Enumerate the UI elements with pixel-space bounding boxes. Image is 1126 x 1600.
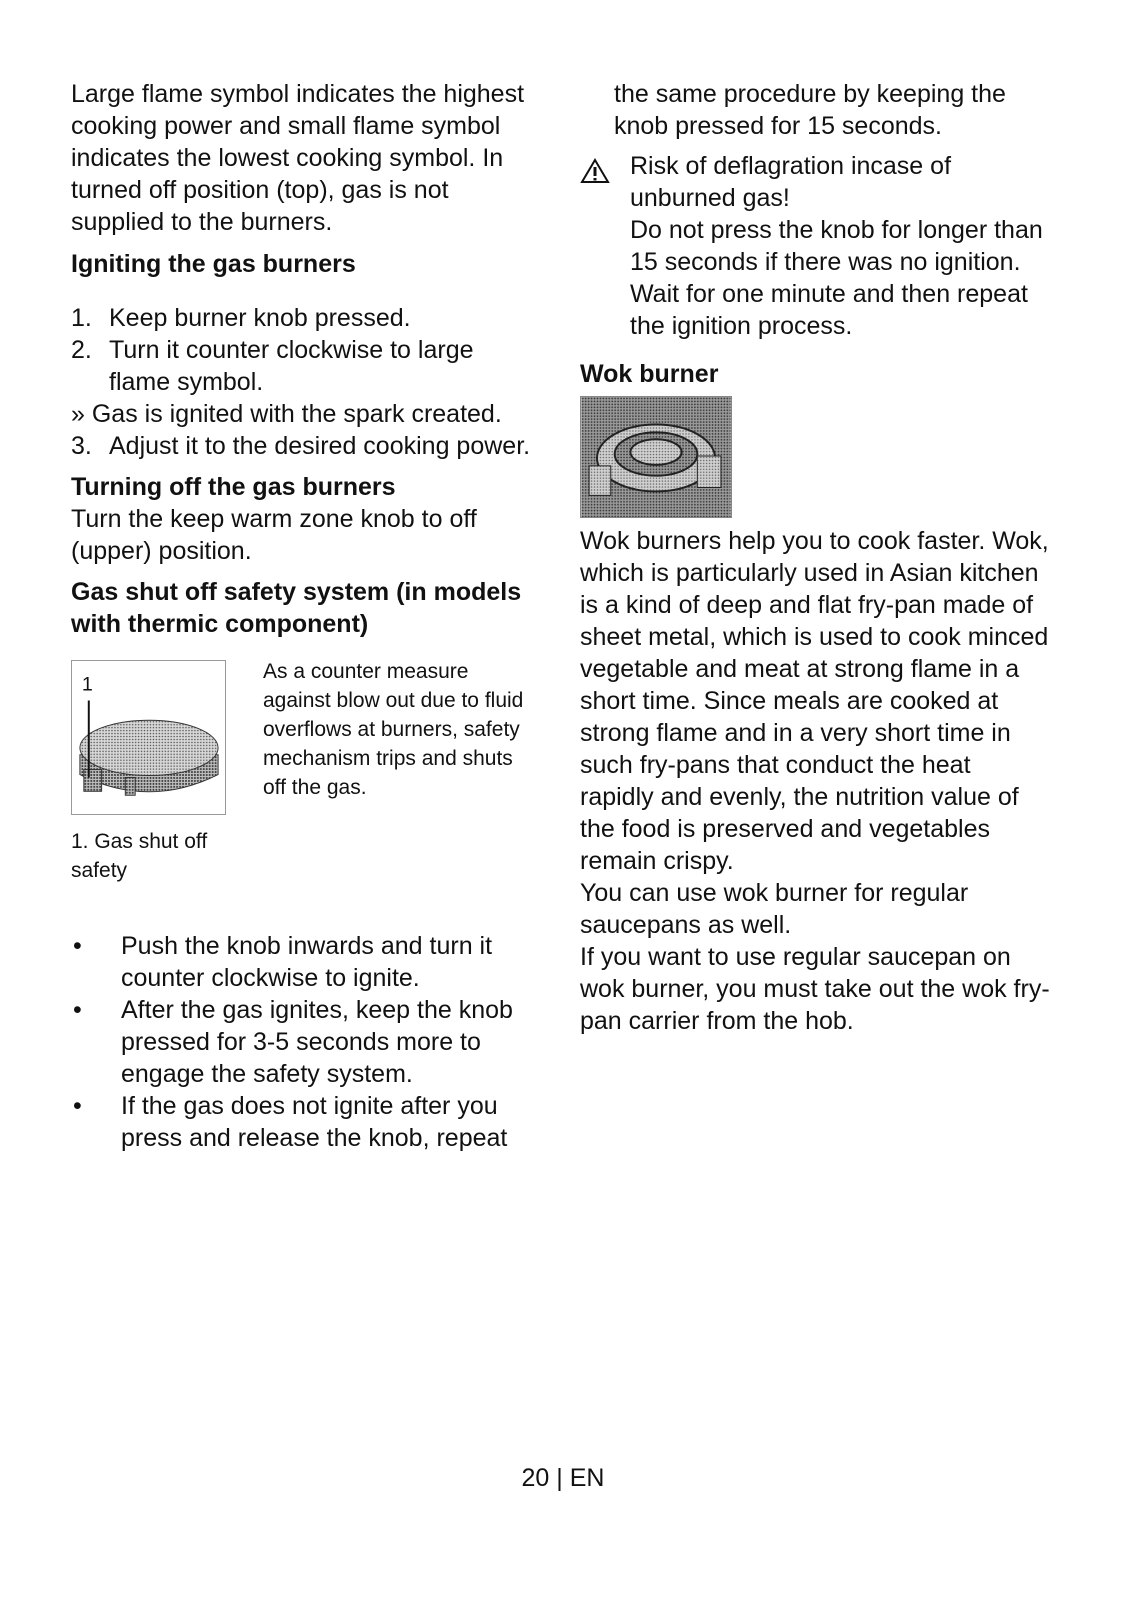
figure-label-1: 1	[81, 673, 93, 696]
figure-caption: 1. Gas shut off safety	[71, 830, 208, 882]
bullet-symbol: •	[73, 996, 82, 1024]
page-footer: 20 | EN	[521, 1464, 605, 1492]
igniting-result: » Gas is ignited with the spark created.	[71, 400, 502, 428]
list-item	[71, 994, 541, 1090]
warning-block	[580, 150, 1050, 342]
continuation-text: the same procedure by keeping the knob pressed for 15 seconds.	[614, 80, 1006, 140]
gas-burner-thermocouple-image	[71, 660, 226, 815]
list-item	[71, 334, 541, 398]
turning-off-text: Turn the keep warm zone knob to off (upper) position.	[71, 505, 477, 565]
step-number: 2.	[71, 336, 92, 364]
wok-paragraph: You can use wok burner for regular saucepans as well.	[580, 879, 969, 939]
wok-heading: Wok burner	[580, 360, 719, 388]
safety-figure	[71, 660, 226, 885]
safety-heading: Gas shut off safety system (in models with thermic component)	[71, 578, 522, 638]
step-text: Adjust it to the desired cooking power.	[109, 432, 531, 460]
wok-paragraph: Wok burners help you to cook faster. Wok, which is particularly used in Asian kitchen is a kind of deep and flat fry-pan made of sheet metal, which is used to cook minced vegetable and meat at strong flame in a short time. Since meals are cooked at strong flame and in a very short time in such fry-pans that conduct the heat rapidly and evenly, the nutrition value of the food is preserved and vegetables remain crispy.	[580, 527, 1049, 875]
warning-line: Do not press the knob for longer than 15 seconds if there was no ignition.	[630, 216, 1043, 276]
igniting-steps	[71, 302, 541, 398]
step-text: Keep burner knob pressed.	[109, 304, 411, 332]
warning-line: Wait for one minute and then repeat the ignition process.	[630, 280, 1028, 340]
wok-burner-image	[580, 396, 732, 518]
figure-description: As a counter measure against blow out due to fluid overflows at burners, safety mechanism trips and shuts off the gas.	[263, 660, 524, 799]
wok-paragraph: If you want to use regular saucepan on wok burner, you must take out the wok fry-pan carrier from the hob.	[580, 943, 1050, 1035]
bullet-text: Push the knob inwards and turn it counter clockwise to ignite.	[121, 932, 493, 992]
step-number: 1.	[71, 304, 92, 332]
intro-paragraph: Large flame symbol indicates the highest cooking power and small flame symbol indicates the lowest cooking symbol. In turned off position (top), gas is not supplied to the burners.	[71, 80, 525, 236]
list-item	[71, 430, 541, 462]
warning-text	[630, 150, 1050, 342]
warning-triangle-icon	[580, 158, 610, 184]
turning-off-heading: Turning off the gas burners	[71, 473, 396, 501]
list-item	[71, 1090, 541, 1154]
step-number: 3.	[71, 432, 92, 460]
warning-line: Risk of deflagration incase of unburned gas!	[630, 152, 952, 212]
right-column	[580, 78, 1050, 1037]
list-item	[71, 930, 541, 994]
safety-bullets	[71, 930, 541, 1154]
list-item	[71, 302, 541, 334]
bullet-text: If the gas does not ignite after you press and release the knob, repeat	[121, 1092, 508, 1152]
warning-icon-wrap	[580, 150, 630, 342]
safety-figure-row	[71, 660, 541, 885]
step-text: Turn it counter clockwise to large flame symbol.	[109, 336, 474, 396]
left-column	[71, 78, 541, 1154]
bullet-text: After the gas ignites, keep the knob pressed for 3-5 seconds more to engage the safety system.	[121, 996, 513, 1088]
bullet-symbol: •	[73, 1092, 82, 1120]
igniting-heading: Igniting the gas burners	[71, 250, 356, 278]
bullet-symbol: •	[73, 932, 82, 960]
